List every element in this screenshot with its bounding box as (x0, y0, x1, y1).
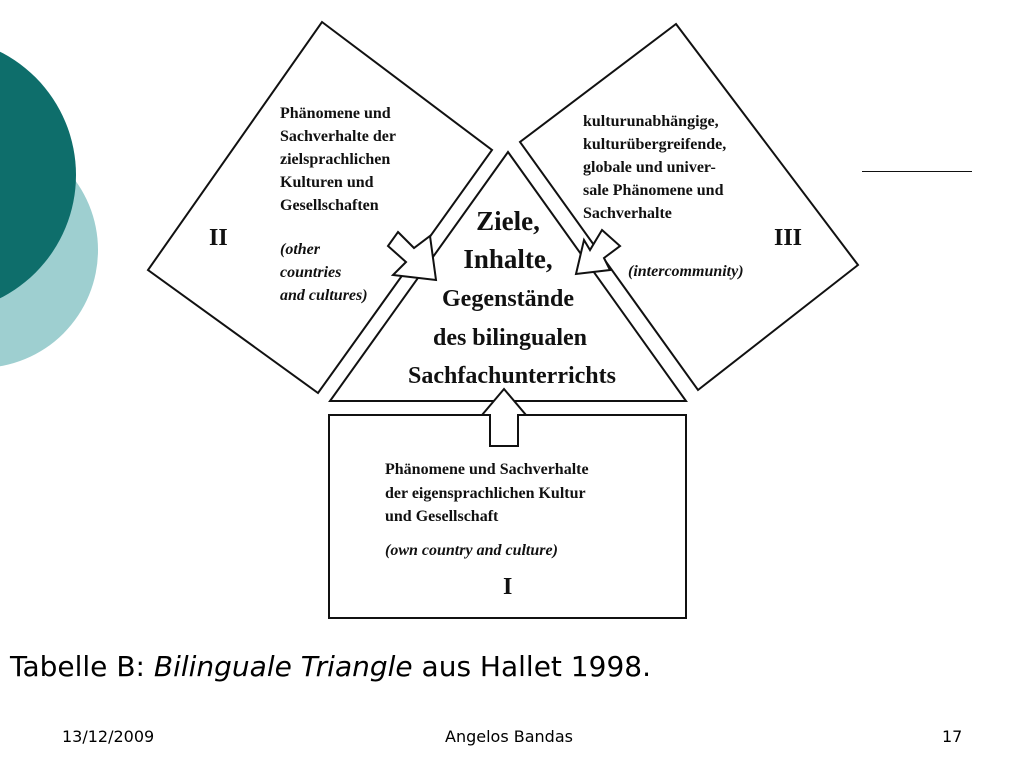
caption-emphasis: Bilinguale Triangle (153, 650, 413, 683)
caption-prefix: Tabelle B: (10, 650, 154, 683)
box-iii-numeral: III (774, 225, 803, 251)
center-line-5: Sachfachunterrichts (408, 363, 616, 389)
caption-suffix: aus Hallet 1998. (412, 650, 651, 683)
footer-date: 13/12/2009 (62, 727, 155, 746)
box-i-line-3: und Gesellschaft (385, 508, 499, 525)
slide-caption (10, 650, 651, 683)
box-iii-line-5: Sachverhalte (583, 205, 672, 222)
box-ii-line-4: Kulturen und (280, 174, 374, 191)
footer-author: Angelos Bandas (445, 727, 573, 746)
box-ii-line-3: zielsprachlichen (280, 151, 391, 168)
box-ii-italic-3: and cultures) (280, 287, 368, 304)
center-line-4: des bilingualen (432, 325, 588, 351)
center-line-1: Ziele, (476, 206, 540, 236)
center-line-2: Inhalte, (463, 244, 553, 274)
box-ii-numeral: II (209, 225, 228, 251)
box-iii-italic: (intercommunity) (628, 263, 744, 280)
box-i-line-1: Phänomene und Sachverhalte (385, 461, 589, 478)
box-i-line-2: der eigensprachlichen Kultur (385, 485, 586, 502)
box-ii-line-2: Sachverhalte der (280, 128, 396, 145)
box-iii-line-3: globale und univer- (583, 159, 716, 176)
box-iii-line-1: kulturunabhängige, (583, 113, 719, 130)
box-ii-italic-1: (other (280, 241, 320, 258)
box-i-numeral: I (503, 574, 513, 600)
box-ii-line-1: Phänomene und (280, 105, 391, 122)
box-i-italic: (own country and culture) (385, 542, 558, 559)
center-line-3: Gegenstände (442, 286, 574, 312)
box-ii-line-5: Gesellschaften (280, 197, 379, 214)
box-iii-line-4: sale Phänomene und (583, 182, 724, 199)
box-iii-line-2: kulturübergreifende, (583, 136, 727, 153)
box-ii-italic-2: countries (280, 264, 342, 281)
footer-page-number: 17 (942, 727, 963, 746)
